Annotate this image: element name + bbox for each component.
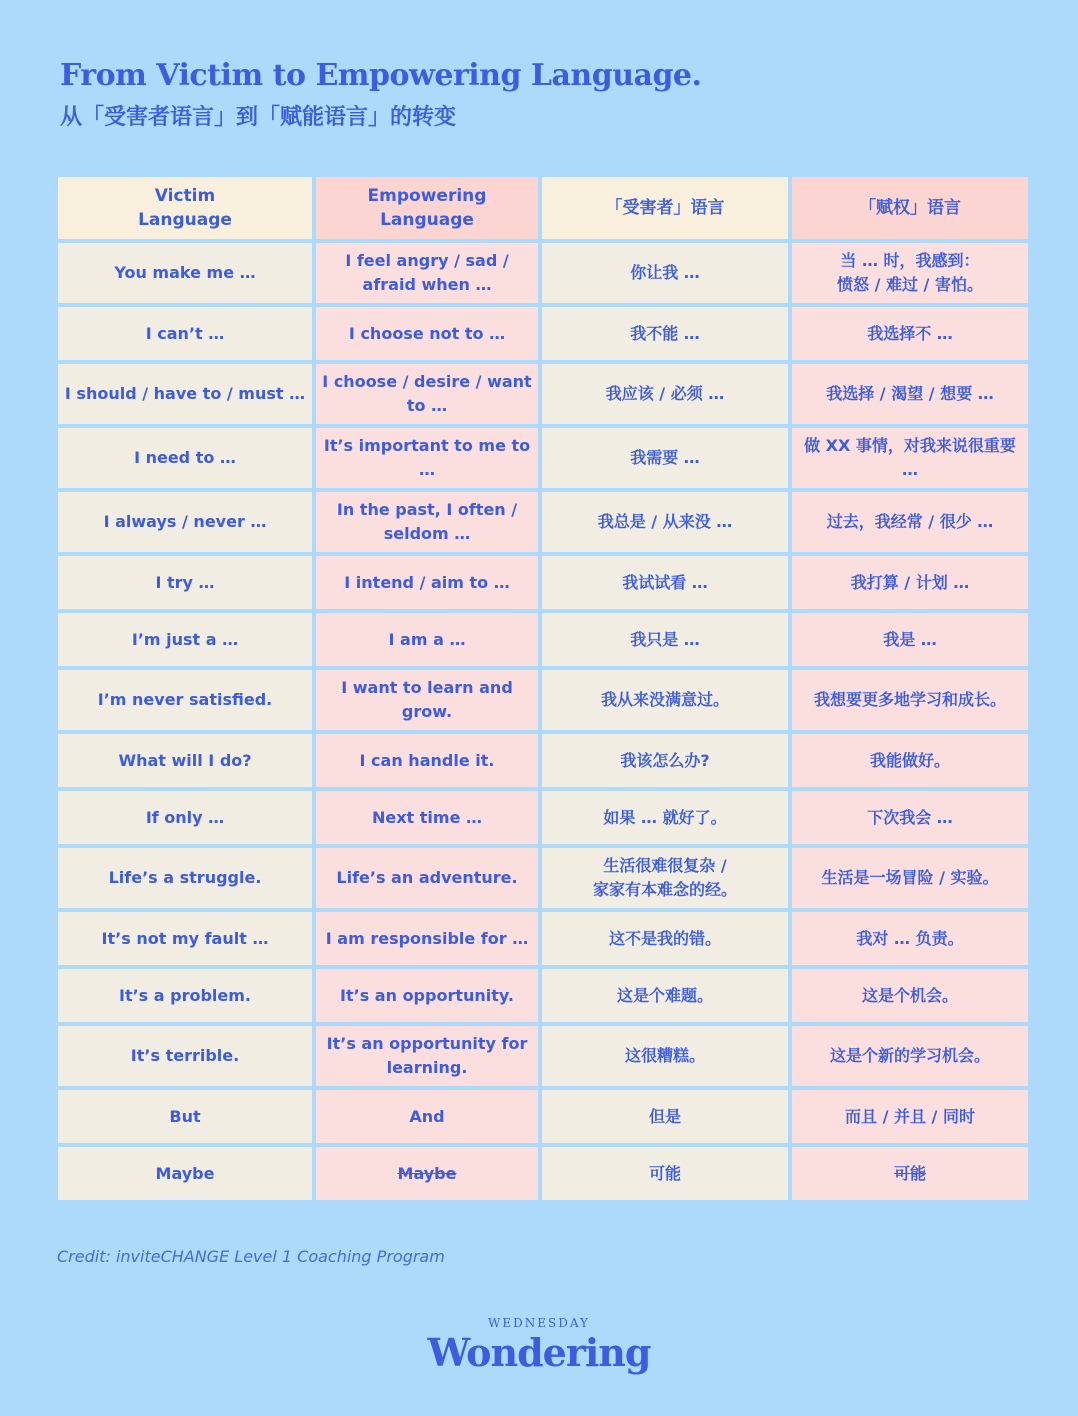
table-cell-victim-zh: 我应该 / 必须 … — [542, 364, 788, 424]
table-cell-victim-en: It’s a problem. — [58, 969, 312, 1022]
table-cell-empowering-zh: 我想要更多地学习和成长。 — [792, 670, 1028, 730]
table-cell-victim-zh: 这不是我的错。 — [542, 912, 788, 965]
page-subtitle: 从「受害者语言」到「赋能语言」的转变 — [60, 105, 457, 130]
table-cell-victim-zh: 你让我 … — [542, 243, 788, 303]
table-cell-victim-zh: 我需要 … — [542, 428, 788, 488]
table-cell-empowering-zh: 生活是一场冒险 / 实验。 — [792, 848, 1028, 908]
table-cell-victim-zh: 生活很难很复杂 / 家家有本难念的经。 — [542, 848, 788, 908]
table-cell-victim-en: It’s not my fault … — [58, 912, 312, 965]
table-cell-empowering-en: Next time … — [316, 791, 538, 844]
brand-overline: WEDNESDAY — [488, 1316, 590, 1330]
table-cell-empowering-en: I am a … — [316, 613, 538, 666]
table-cell-empowering-en: Life’s an adventure. — [316, 848, 538, 908]
table-cell-empowering-en: I feel angry / sad / afraid when … — [316, 243, 538, 303]
credit-note: Credit: inviteCHANGE Level 1 Coaching Program — [57, 1247, 445, 1266]
table-cell-victim-en: If only … — [58, 791, 312, 844]
table-cell-victim-zh: 但是 — [542, 1090, 788, 1143]
table-cell-empowering-en: I can handle it. — [316, 734, 538, 787]
language-comparison-table — [58, 177, 1028, 1200]
table-cell-victim-en: I need to … — [58, 428, 312, 488]
table-cell-empowering-zh: 下次我会 … — [792, 791, 1028, 844]
table-cell-victim-en: You make me … — [58, 243, 312, 303]
table-cell-empowering-zh: 可能 — [792, 1147, 1028, 1200]
table-cell-victim-zh: 我从来没满意过。 — [542, 670, 788, 730]
table-cell-victim-en: Life’s a struggle. — [58, 848, 312, 908]
table-cell-empowering-en: It’s important to me to … — [316, 428, 538, 488]
table-cell-empowering-zh: 我对 … 负责。 — [792, 912, 1028, 965]
table-cell-victim-en: I try … — [58, 556, 312, 609]
table-cell-empowering-zh: 我能做好。 — [792, 734, 1028, 787]
table-cell-empowering-zh: 而且 / 并且 / 同时 — [792, 1090, 1028, 1143]
table-cell-empowering-zh: 当 … 时，我感到： 愤怒 / 难过 / 害怕。 — [792, 243, 1028, 303]
table-cell-victim-zh: 这是个难题。 — [542, 969, 788, 1022]
table-cell-empowering-zh: 我选择 / 渴望 / 想要 … — [792, 364, 1028, 424]
table-cell-empowering-en: It’s an opportunity for learning. — [316, 1026, 538, 1086]
table-cell-victim-en: Maybe — [58, 1147, 312, 1200]
table-cell-empowering-zh: 我打算 / 计划 … — [792, 556, 1028, 609]
table-cell-victim-en: I always / never … — [58, 492, 312, 552]
table-cell-empowering-zh: 做 XX 事情，对我来说很重要 … — [792, 428, 1028, 488]
column-header-empowering-zh: 「赋权」语言 — [792, 177, 1028, 239]
table-cell-victim-zh: 这很糟糕。 — [542, 1026, 788, 1086]
table-cell-empowering-en: In the past, I often / seldom … — [316, 492, 538, 552]
table-cell-empowering-zh: 这是个新的学习机会。 — [792, 1026, 1028, 1086]
table-cell-victim-en: But — [58, 1090, 312, 1143]
table-cell-victim-zh: 如果 … 就好了。 — [542, 791, 788, 844]
page-title: From Victim to Empowering Language. — [60, 58, 702, 93]
table-cell-victim-zh: 我只是 … — [542, 613, 788, 666]
table-cell-victim-en: I’m just a … — [58, 613, 312, 666]
column-header-empowering-en: Empowering Language — [316, 177, 538, 239]
table-cell-victim-en: I can’t … — [58, 307, 312, 360]
table-cell-empowering-en: I choose / desire / want to … — [316, 364, 538, 424]
table-cell-victim-zh: 我该怎么办? — [542, 734, 788, 787]
table-cell-empowering-en: I want to learn and grow. — [316, 670, 538, 730]
table-cell-empowering-en: I choose not to … — [316, 307, 538, 360]
table-cell-empowering-en: I intend / aim to … — [316, 556, 538, 609]
table-cell-empowering-en: Maybe — [316, 1147, 538, 1200]
table-cell-empowering-zh: 过去，我经常 / 很少 … — [792, 492, 1028, 552]
table-cell-victim-zh: 我总是 / 从来没 … — [542, 492, 788, 552]
table-cell-victim-en: I’m never satisfied. — [58, 670, 312, 730]
table-cell-victim-en: I should / have to / must … — [58, 364, 312, 424]
table-cell-victim-zh: 我不能 … — [542, 307, 788, 360]
table-cell-victim-zh: 我试试看 … — [542, 556, 788, 609]
table-cell-victim-en: It’s terrible. — [58, 1026, 312, 1086]
table-cell-empowering-en: It’s an opportunity. — [316, 969, 538, 1022]
table-cell-empowering-en: And — [316, 1090, 538, 1143]
table-cell-victim-en: What will I do? — [58, 734, 312, 787]
table-cell-empowering-en: I am responsible for … — [316, 912, 538, 965]
table-cell-victim-zh: 可能 — [542, 1147, 788, 1200]
column-header-victim-en: Victim Language — [58, 177, 312, 239]
table-cell-empowering-zh: 这是个机会。 — [792, 969, 1028, 1022]
column-header-victim-zh: 「受害者」语言 — [542, 177, 788, 239]
table-cell-empowering-zh: 我选择不 … — [792, 307, 1028, 360]
brand-logo: Wondering — [427, 1330, 651, 1375]
table-cell-empowering-zh: 我是 … — [792, 613, 1028, 666]
